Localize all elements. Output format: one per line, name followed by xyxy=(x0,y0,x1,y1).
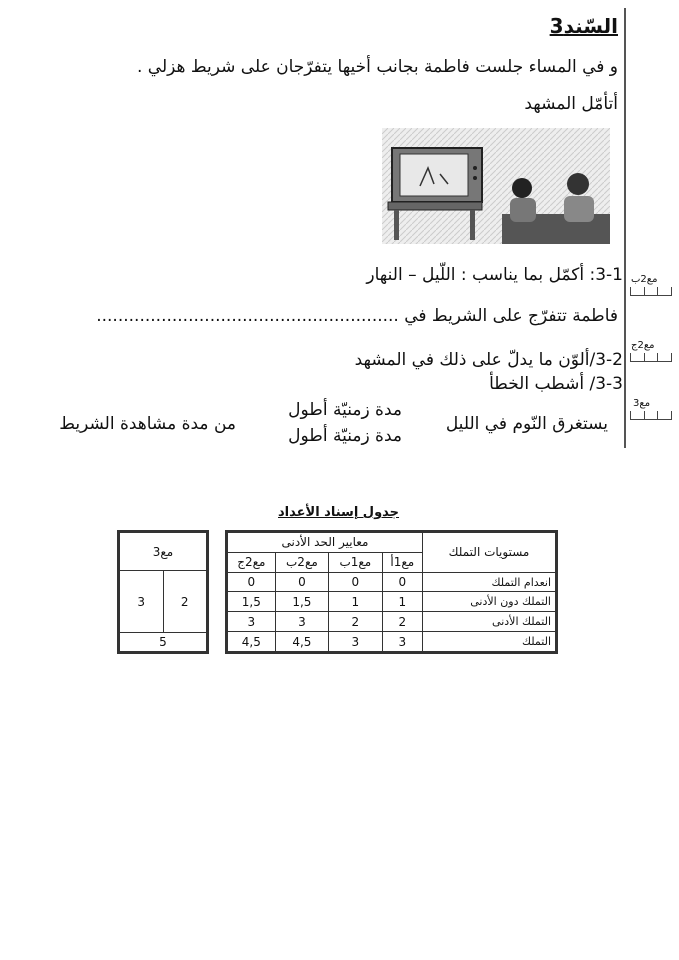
table-cell: 3 xyxy=(228,612,276,632)
table-cell: 2 xyxy=(329,612,382,632)
table-cell: 0 xyxy=(329,572,382,592)
table-cell: 0 xyxy=(228,572,276,592)
level-label: التملك xyxy=(423,632,556,652)
margin-divider xyxy=(624,8,626,448)
table-cell: 4,5 xyxy=(228,632,276,652)
instruction-observe: أتأمّل المشهد xyxy=(524,94,618,114)
score-box-2b[interactable] xyxy=(630,287,672,296)
question-3-3: 3-3/ أشطب الخطأ xyxy=(489,374,623,394)
main-grade-table xyxy=(225,530,558,654)
question-3-1: 3-1: أكمّل بما يناسب : اللّيل – النهار xyxy=(366,265,623,285)
header-levels: مستويات التملك xyxy=(423,533,556,573)
side-table-cell: 2 xyxy=(163,571,207,633)
score-box-2j[interactable] xyxy=(630,353,672,362)
table-cell: 0 xyxy=(382,572,422,592)
table-cell: 2 xyxy=(382,612,422,632)
table-cell: 1 xyxy=(382,592,422,612)
question-3-1-sentence: فاطمة تتفرّج على الشريط في ........................................................ xyxy=(96,306,618,326)
score-box-3[interactable] xyxy=(630,411,672,420)
q3-sentence-end: من مدة مشاهدة الشريط xyxy=(59,414,236,434)
intro-text: و في المساء جلست فاطمة بجانب أخيها يتفرّجان على شريط هزلي . xyxy=(136,57,618,77)
question-3-2: 3-2/ألوّن ما يدلّ على ذلك في المشهد xyxy=(354,350,623,370)
side-table-header: مع3 xyxy=(120,533,207,571)
level-label: التملك دون الأدنى xyxy=(423,592,556,612)
table-cell: 0 xyxy=(275,572,328,592)
level-label: التملك الأدنى xyxy=(423,612,556,632)
side-grade-table xyxy=(117,530,209,654)
section-title: السّند3 xyxy=(549,14,618,38)
tv-watching-illustration xyxy=(382,128,610,244)
level-label: انعدام التملك xyxy=(423,572,556,592)
table-cell: 1,5 xyxy=(228,592,276,612)
table-cell: 1,5 xyxy=(275,592,328,612)
table-cell: 1 xyxy=(329,592,382,612)
table-cell: 3 xyxy=(275,612,328,632)
criteria-label-2j: مع2ج xyxy=(631,340,655,351)
grading-table-title: جدول إسناد الأعداد xyxy=(278,505,400,520)
q3-sentence-start: يستغرق النّوم في الليل xyxy=(445,414,608,434)
header-criteria: معايير الحد الأدنى xyxy=(228,533,423,553)
criteria-header-cell: مع1ب xyxy=(329,552,382,572)
criteria-header-cell: مع1أ xyxy=(382,552,422,572)
table-cell: 3 xyxy=(329,632,382,652)
table-cell: 3 xyxy=(382,632,422,652)
criteria-header-cell: مع2ج xyxy=(228,552,276,572)
q3-option-2[interactable]: مدة زمنيّة أطول xyxy=(288,426,402,446)
criteria-label-2b: مع2ب xyxy=(631,274,658,285)
side-table-total: 5 xyxy=(120,633,207,652)
table-cell: 4,5 xyxy=(275,632,328,652)
criteria-header-cell: مع2ب xyxy=(275,552,328,572)
q3-option-1[interactable]: مدة زمنيّة أطول xyxy=(288,400,402,420)
criteria-label-3: مع3 xyxy=(633,398,651,409)
side-table-cell: 3 xyxy=(120,571,164,633)
